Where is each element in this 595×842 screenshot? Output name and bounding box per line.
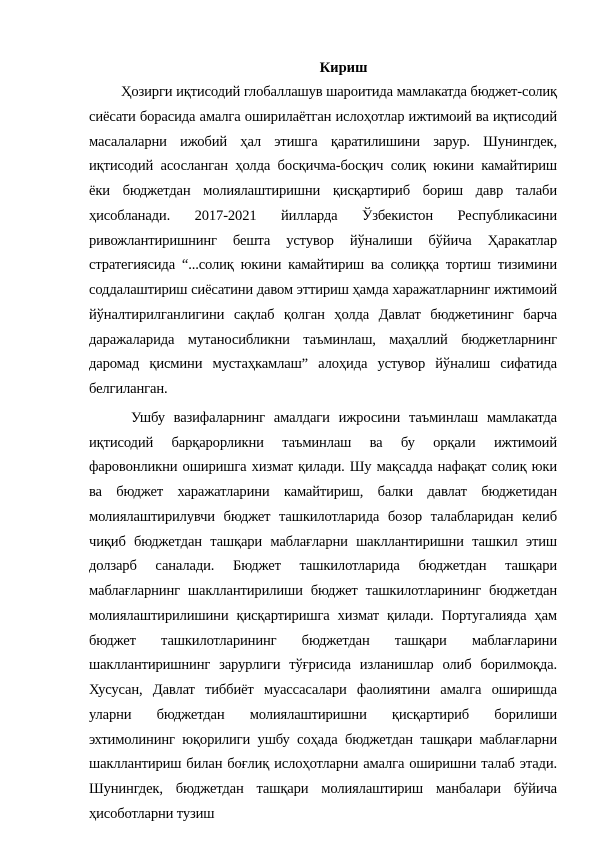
paragraph-2: Ушбу вазифаларнинг амалдаги ижросини таъминлаш мамлакатда иқтисодий барқарорликни таъминлаш ва бу орқали ижтимоий фаровонликни оширишга хизмат қилади. Шу мақсадда нафақат солиқ юки ва бюджет харажатларини камайтириш, балки давлат бюджетидан молиялаштирилувчи бюджет ташкилотларида бозор талабларидан келиб чиқиб бюджетдан ташқари маблағларни шакллантиришни ташкил этиш долзарб саналади. Бюджет ташкилотларида бюджетдан ташқари маблағларнинг шакллантирилиши бюджет ташкилотларининг бюджетдан молиялаштирилишини қисқартиришга хизмат қилади. Португалияда ҳам бюджет ташкилотларининг бюджетдан ташқари маблағларини шакллантиришнинг зарурлиги тўғрисида изланишлар олиб борилмоқда. Хусусан, Давлат тиббиёт муассасалари фаолиятини амалга оширишда уларни бюджетдан молиялаштиришни қисқартириб борилиши эхтимолининг юқорилиги ушбу соҳада бюджетдан ташқари маблағларни шакллантириш билан боғлиқ ислоҳотларни амалга оширишни талаб этади. Шунингдек, бюджетдан ташқари молиялаштириш манбалари бўйича ҳисоботларни тузиш xyxy=(89,409,557,822)
paragraph-1: Ҳозирги иқтисодий глобаллашув шароитида мамлакатда бюджет-солиқ сиёсати бораcида амалга оширилаётган ислоҳотлар ижтимоий ва иқтисодий масалаларни ижобий ҳал этишга қаратилишини зарур. Шунингдек, иқтисодий асосланган ҳолда босқичма-босқич солиқ юкини камайтириш ёки бюджетдан молиялаштиришни қисқартириб бориш давр талаби ҳисобланади. 2017-2021 йилларда Ўзбекистон Республикасини ривожлантиришнинг бешта устувор йўналиши бўйича Ҳаракатлар стратегиясида “...солиқ юкини камайтириш ва солиққа тортиш тизимини соддалаштириш сиёсатини давом эттириш ҳамда харажатларнинг ижтимоий йўналтирилганлигини сақлаб қолган ҳолда Давлат бюджетининг барча даражаларида мутаносибликни таъминлаш, маҳаллий бюджетларнинг даромад қисмини мустаҳкамлаш” алоҳида устувор йўналиш сифатида белгиланган. xyxy=(89,84,557,397)
page-title: Кириш xyxy=(319,60,368,76)
document-body xyxy=(89,57,557,827)
